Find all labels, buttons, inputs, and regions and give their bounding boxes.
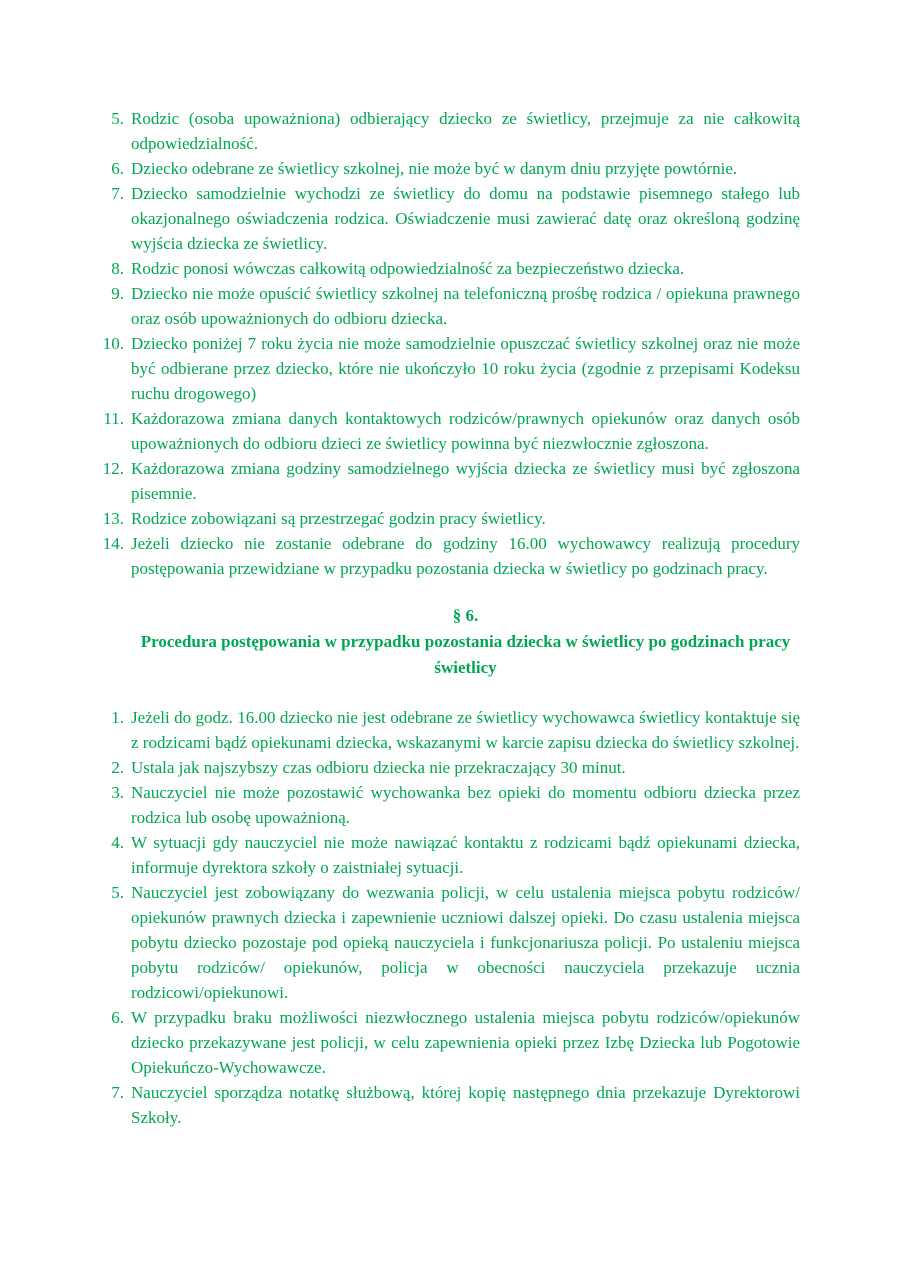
item-number: 7.	[111, 184, 124, 203]
item-number: 12.	[102, 459, 124, 478]
section-title: Procedura postępowania w przypadku pozostania dziecka w świetlicy po godzinach pracy świetlicy	[140, 632, 791, 677]
item-number: 11.	[103, 409, 124, 428]
item-number: 7.	[111, 1083, 124, 1102]
item-text: Rodzice zobowiązani są przestrzegać godzin pracy świetlicy.	[131, 509, 546, 528]
item-text: Każdorazowa zmiana danych kontaktowych rodziców/prawnych opiekunów oraz danych osób upoważnionych do odbioru dzieci ze świetlicy powinna być niezwłocznie zgłoszona.	[131, 409, 800, 453]
list-item	[96, 780, 800, 830]
list-item	[96, 755, 800, 780]
list-item	[96, 506, 800, 531]
item-text: Nauczyciel sporządza notatkę służbową, której kopię następnego dnia przekazuje Dyrektorowi Szkoły.	[131, 1083, 800, 1127]
item-number: 10.	[102, 334, 124, 353]
list-item	[96, 531, 800, 581]
item-text: Rodzic (osoba upoważniona) odbierający dziecko ze świetlicy, przejmuje za nie całkowitą odpowiedzialność.	[131, 109, 800, 153]
list-item	[96, 156, 800, 181]
list-item	[96, 406, 800, 456]
item-text: Każdorazowa zmiana godziny samodzielnego wyjścia dziecka ze świetlicy musi być zgłoszona pisemnie.	[131, 459, 800, 503]
section-6-heading	[131, 603, 800, 681]
list-item	[96, 106, 800, 156]
item-text: Ustala jak najszybszy czas odbioru dziecka nie przekraczający 30 minut.	[131, 758, 626, 777]
item-text: Rodzic ponosi wówczas całkowitą odpowiedzialność za bezpieczeństwo dziecka.	[131, 259, 685, 278]
item-number: 9.	[111, 284, 124, 303]
item-text: Dziecko samodzielnie wychodzi ze świetlicy do domu na podstawie pisemnego stałego lub okazjonalnego oświadczenia rodzica. Oświadczenie musi zawierać datę oraz określoną godzinę wyjścia dziecka ze świetlicy.	[131, 184, 800, 253]
list-item	[96, 830, 800, 880]
item-text: Dziecko nie może opuścić świetlicy szkolnej na telefoniczną prośbę rodzica / opiekuna prawnego oraz osób upoważnionych do odbioru dziecka.	[131, 284, 800, 328]
list-item	[96, 331, 800, 406]
list-item	[96, 1080, 800, 1130]
procedure-list	[96, 705, 800, 1130]
item-number: 13.	[102, 509, 124, 528]
list-item	[96, 256, 800, 281]
item-number: 1.	[111, 708, 124, 727]
item-text: W sytuacji gdy nauczyciel nie może nawiązać kontaktu z rodzicami bądź opiekunami dziecka, informuje dyrektora szkoły o zaistniałej sytuacji.	[131, 833, 800, 877]
list-item	[96, 456, 800, 506]
list-item	[96, 880, 800, 1005]
rules-list	[96, 106, 800, 581]
list-item	[96, 1005, 800, 1080]
item-text: Nauczyciel jest zobowiązany do wezwania policji, w celu ustalenia miejsca pobytu rodziców/ opiekunów prawnych dziecka i zapewnienie uczniowi dalszej opieki. Do czasu ustalenia miejsca pobytu dziecko pozostaje pod opieką nauczyciela i funkcjonariusza policji. Po ustaleniu miejsca pobytu rodziców/ opiekunów, policja w obecności nauczyciela przekazuje ucznia rodzicowi/opiekunowi.	[131, 883, 800, 1002]
item-number: 6.	[111, 159, 124, 178]
item-number: 2.	[111, 758, 124, 777]
item-number: 5.	[111, 109, 124, 128]
item-number: 3.	[111, 783, 124, 802]
item-text: Dziecko odebrane ze świetlicy szkolnej, nie może być w danym dniu przyjęte powtórnie.	[131, 159, 738, 178]
list-item	[96, 181, 800, 256]
item-text: Jeżeli dziecko nie zostanie odebrane do godziny 16.00 wychowawcy realizują procedury postępowania przewidziane w przypadku pozostania dziecka w świetlicy po godzinach pracy.	[131, 534, 800, 578]
item-number: 5.	[111, 883, 124, 902]
list-item	[96, 705, 800, 755]
item-number: 6.	[111, 1008, 124, 1027]
item-text: Jeżeli do godz. 16.00 dziecko nie jest odebrane ze świetlicy wychowawca świetlicy kontaktuje się z rodzicami bądź opiekunami dziecka, wskazanymi w karcie zapisu dziecka do świetlicy szkolnej.	[131, 708, 800, 752]
section-marker: § 6.	[452, 606, 479, 625]
list-item	[96, 281, 800, 331]
item-number: 8.	[111, 259, 124, 278]
item-number: 4.	[111, 833, 124, 852]
item-number: 14.	[102, 534, 124, 553]
item-text: W przypadku braku możliwości niezwłocznego ustalenia miejsca pobytu rodziców/opiekunów dziecko przekazywane jest policji, w celu zapewnienia opieki przez Izbę Dziecka lub Pogotowie Opiekuńczo-Wychowawcze.	[131, 1008, 800, 1077]
item-text: Nauczyciel nie może pozostawić wychowanka bez opieki do momentu odbioru dziecka przez rodzica lub osobę upoważnioną.	[131, 783, 800, 827]
item-text: Dziecko poniżej 7 roku życia nie może samodzielnie opuszczać świetlicy szkolnej oraz nie może być odbierane przez dziecko, które nie ukończyło 10 roku życia (zgodnie z przepisami Kodeksu ruchu drogowego)	[131, 334, 800, 403]
